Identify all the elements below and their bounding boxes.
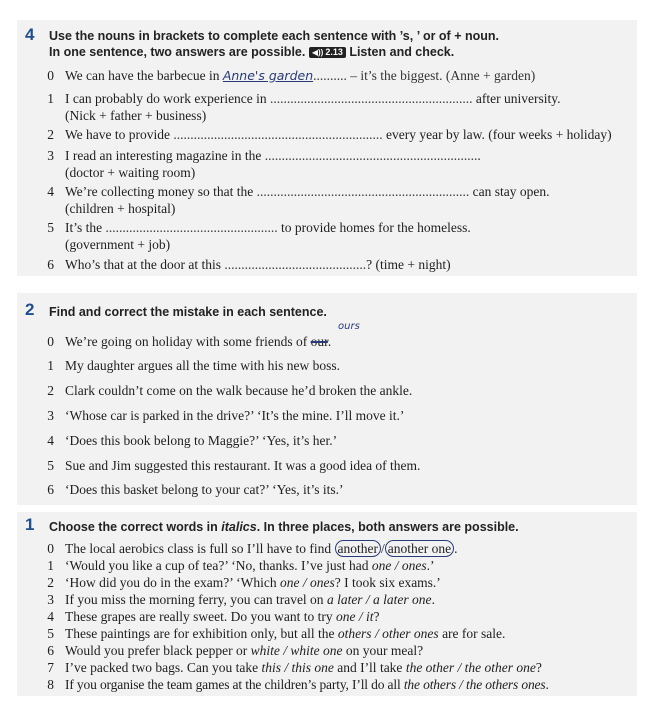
listen-text: Listen and check. [349,45,455,59]
ex4-hint-1: (Nick + father + business) [65,108,207,123]
item-number: 0 [47,541,54,556]
ex2-sentence-1: My daughter argues all the time with his new boss. [65,358,340,373]
ex1-sentence-8 [65,676,549,693]
track-number: 2.13 [325,47,343,57]
answer-blank[interactable]: .............................................................. [173,127,383,142]
sentence-text: to provide homes for the homeless. [281,220,471,235]
sentence-text: every year by law. (four weeks + holiday) [386,127,612,142]
item-number: 6 [47,257,54,272]
sentence-text: ? I took six exams.’ [334,575,441,590]
sentence-text: and I’ll take [337,660,403,675]
answer-blank[interactable]: ............................................................... [264,148,478,163]
ex1-sentence-3 [65,591,435,608]
ex1-sentence-1 [65,557,434,574]
sentence-text: ‘Would you like a cup of tea?’ ‘No, thanks. I’ve just had [65,558,369,573]
sentence-text: It’s the [65,220,103,235]
speaker-icon: ◀)) [311,48,324,57]
handwritten-correction: ours [338,321,360,332]
item-number: 4 [47,433,54,448]
sentence-text: ‘How did you do in the exam?’ ‘Which [65,575,277,590]
exercise-1-number: 1 [25,515,35,534]
option-choice[interactable]: one / ones [279,575,335,590]
instruction-italic: italics [221,520,257,534]
sentence-text: If you miss the morning ferry, you can travel on [65,592,324,607]
ex1-sentence-0 [65,540,458,557]
sentence-text: We’re going on holiday with some friends of [65,334,308,349]
item-number: 3 [47,592,54,607]
sentence-text: . [431,592,435,607]
struck-word: our [310,334,328,349]
sentence-text: We can have the barbecue in [65,68,220,83]
ex4-hint-5: (government + job) [65,237,171,252]
sentence-text: Who’s that at the door at this [65,257,221,272]
sentence-text: .’ [426,558,435,573]
ex1-sentence-4 [65,608,380,625]
ex2-sentence-5: Sue and Jim suggested this restaurant. It was a good idea of them. [65,458,421,473]
item-number: 3 [47,408,54,423]
item-number: 3 [47,148,54,163]
sentence-text: on your meal? [345,643,424,658]
sentence-text: I can probably do work experience in [65,91,267,106]
sentence-text: after university. [475,91,561,106]
item-number: 4 [47,609,54,624]
item-number: 5 [47,458,54,473]
ex4-sentence-0 [65,67,535,84]
item-number: 2 [47,575,54,590]
sentence-text: are for sale. [442,626,506,641]
ex1-sentence-2 [65,574,441,591]
item-number: 8 [47,677,54,692]
handwritten-answer: Anne's garden [222,68,314,83]
sentence-text: Would you prefer black pepper or [65,643,248,658]
instruction-text: . In three places, both answers are possible. [256,520,519,534]
ex4-sentence-4 [65,183,549,200]
item-number: 7 [47,660,54,675]
item-number: 6 [47,482,54,497]
item-number: 1 [47,558,54,573]
item-number: 5 [47,220,54,235]
instruction-line-1: Use the nouns in brackets to complete each sentence with ’s, ’ or of + noun. [49,29,499,43]
exercise-1-instruction [49,519,519,535]
ex2-sentence-0 [65,333,331,350]
circled-option[interactable]: another one [385,540,454,557]
sentence-text: If you organise the team games at the children’s party, I’ll do all [65,677,401,692]
exercise-2-number: 2 [25,300,35,319]
sentence-text: I read an interesting magazine in the [65,148,262,163]
option-choice[interactable]: others / other ones [337,626,439,641]
instruction-text: In one sentence, two answers are possible. [49,45,306,59]
instruction-line-2 [49,44,499,60]
ex1-sentence-7 [65,659,542,676]
ex4-sentence-1 [65,90,561,107]
item-number: 5 [47,626,54,641]
item-number: 0 [47,68,54,83]
option-separator: / [381,541,385,556]
sentence-text: . [545,677,549,692]
ex1-sentence-6 [65,642,423,659]
ex1-sentence-5 [65,625,505,642]
answer-blank[interactable]: ................................................... [105,220,278,235]
circled-option[interactable]: another [335,540,381,557]
sentence-text: can stay open. [472,184,550,199]
ex2-sentence-3: ‘Whose car is parked in the drive?’ ‘It’s the mine. I’ll move it.’ [65,408,405,423]
item-number: 1 [47,358,54,373]
item-number: 2 [47,383,54,398]
sentence-text: ? [373,609,380,624]
sentence-text: ? [535,660,542,675]
sentence-text: These grapes are really sweet. Do you want to try [65,609,333,624]
exercise-4-instruction [49,28,499,60]
option-choice[interactable]: a later / a later one [326,592,432,607]
ex4-sentence-6 [65,256,451,273]
sentence-text: These paintings are for exhibition only, but all the [65,626,335,641]
item-number: 2 [47,127,54,142]
exercise-2-instruction: Find and correct the mistake in each sentence. [49,305,327,319]
option-choice[interactable]: this / this one [261,660,334,675]
sentence-text: We’re collecting money so that the [65,184,254,199]
ex4-sentence-3 [65,147,481,164]
option-choice[interactable]: the other / the other one [405,660,536,675]
sentence-text: ? (time + night) [366,257,451,272]
sentence-text: . [327,334,332,349]
item-number: 1 [47,91,54,106]
ex4-hint-4: (children + hospital) [65,201,176,216]
sentence-text: . [477,148,481,163]
ex4-sentence-5 [65,219,471,236]
answer-blank[interactable]: ............................................................ [270,91,473,106]
option-choice[interactable]: the others / the others ones [403,677,546,692]
item-number: 4 [47,184,54,199]
answer-blank[interactable]: .......................................... [224,257,367,272]
ex4-hint-3: (doctor + waiting room) [65,165,196,180]
option-choice[interactable]: one / it [336,609,374,624]
sentence-text: . [454,541,458,556]
audio-track-badge[interactable] [309,47,346,58]
option-choice[interactable]: one / ones [371,558,427,573]
exercise-4-number: 4 [25,25,35,44]
ex4-sentence-2 [65,126,612,143]
item-number: 0 [47,334,54,349]
item-number: 6 [47,643,54,658]
sentence-text: .......... – it’s the biggest. (Anne + garden) [313,68,536,83]
ex2-sentence-4: ‘Does this book belong to Maggie?’ ‘Yes, it’s her.’ [65,433,338,448]
sentence-text: The local aerobics class is full so I’ll have to find [65,541,332,556]
sentence-text: We have to provide [65,127,171,142]
answer-blank[interactable]: ............................................................... [256,184,470,199]
instruction-text: Choose the correct words in [49,520,218,534]
ex2-sentence-6: ‘Does this basket belong to your cat?’ ‘Yes, it’s its.’ [65,482,344,497]
ex2-sentence-2: Clark couldn’t come on the walk because he’d broken the ankle. [65,383,413,398]
sentence-text: I’ve packed two bags. Can you take [65,660,259,675]
option-choice[interactable]: white / white one [250,643,343,658]
